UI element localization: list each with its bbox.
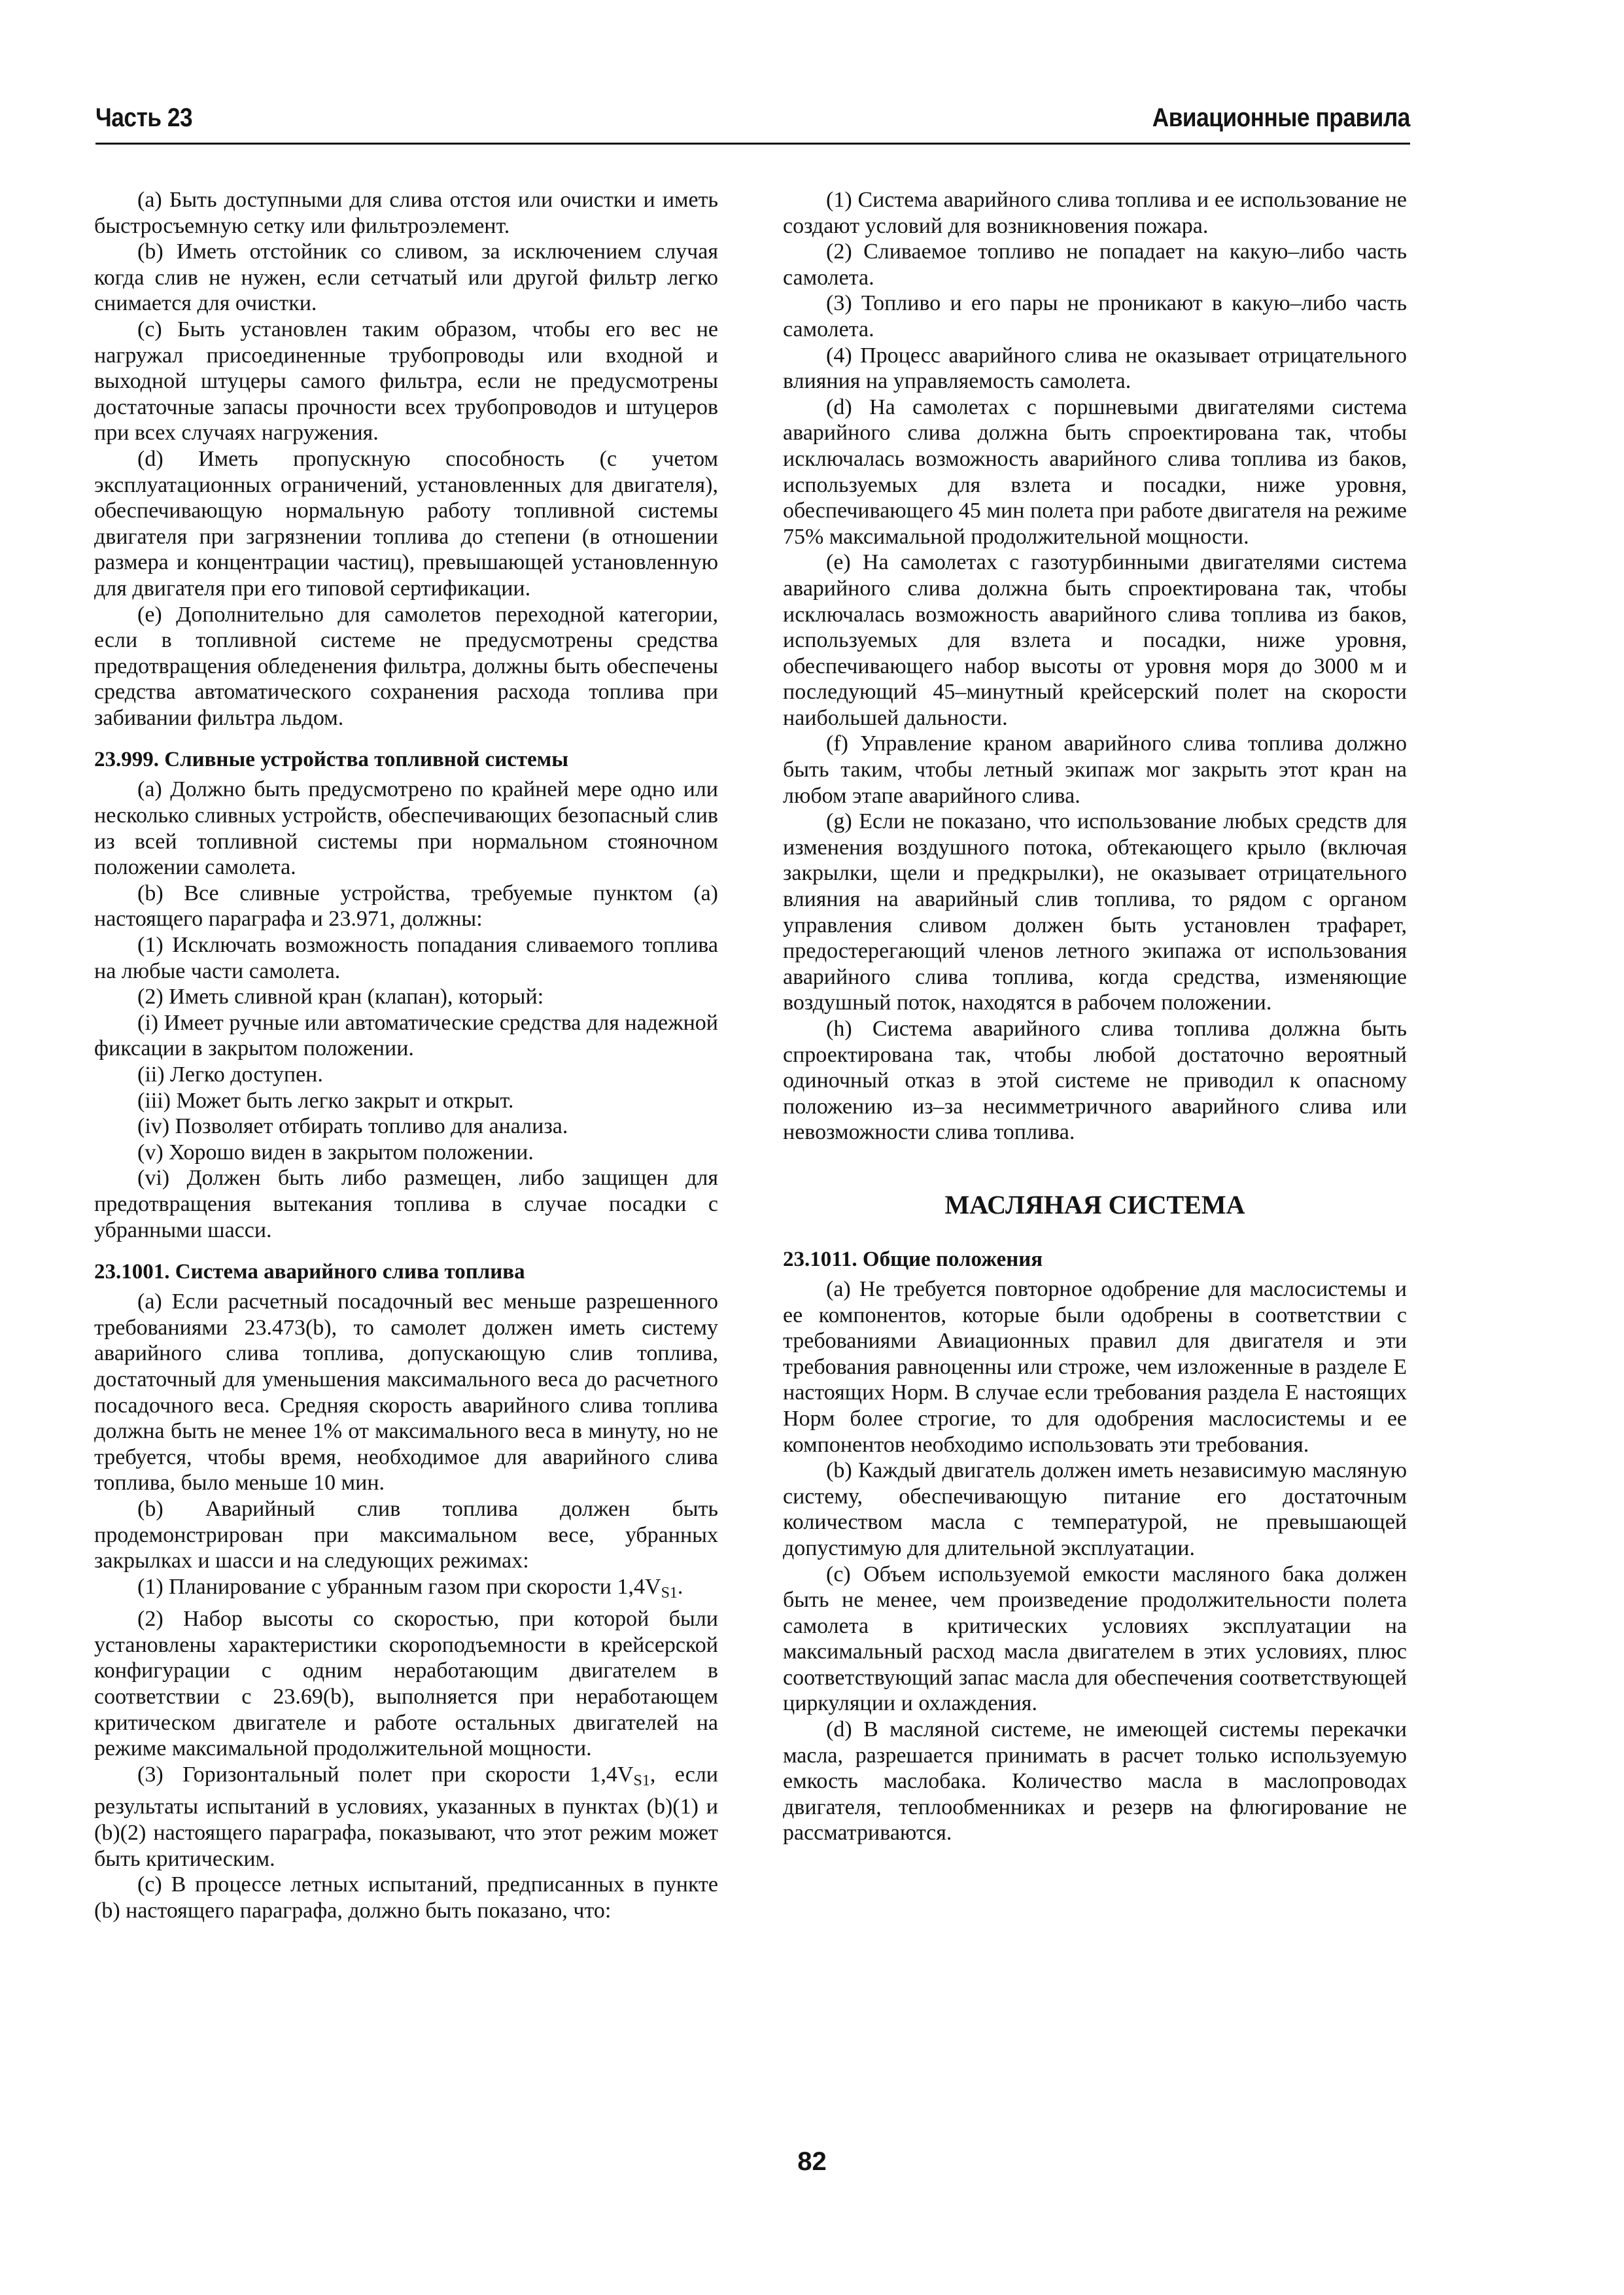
- part-label: Часть 23: [95, 103, 193, 132]
- paragraph-1001-b1: [94, 1574, 718, 1607]
- paragraph-1001-b: (b) Аварийный слив топлива должен быть продемонстрирован при максимальном весе, убранных закрылках и шасси и на следующих режимах:: [94, 1496, 718, 1573]
- paragraph-1011-d: (d) В масляной системе, не имеющей системы перекачки масла, разрешается принимать в расчет только используемую емкость маслобака. Количество масла в маслопроводах двигателя, теплообменниках и резерв на флюгирование не рассматриваются.: [783, 1717, 1407, 1846]
- header-rule: [95, 143, 1410, 145]
- document-title: Авиационные правила: [1152, 103, 1410, 132]
- paragraph-999-b2: (2) Иметь сливной кран (клапан), который:: [137, 985, 544, 1009]
- paragraph-1001-a: (а) Если расчетный посадочный вес меньше разрешенного требованиями 23.473(b), то самолет должен иметь систему аварийного слива топлива, допускающую слив топлива, достаточный для уменьшения максимального веса до расчетного посадочного веса. Средняя скорость аварийного слива топлива должна быть не менее 1% от максимального веса в минуту, но не требуется, чтобы время, необходимое для аварийного слива топлива, было меньше 10 мин.: [94, 1289, 718, 1496]
- paragraph-1001-c1: (1) Система аварийного слива топлива и ее использование не создают условий для возникновения пожара.: [783, 188, 1407, 238]
- paragraph-1001-c4: (4) Процесс аварийного слива не оказывает отрицательного влияния на управляемость самолета.: [783, 343, 1407, 394]
- right-column: [783, 187, 1407, 1846]
- paragraph-1001-f: (f) Управление краном аварийного слива топлива должно быть таким, чтобы летный экипаж мог закрыть этот кран на любом этапе аварийного слива.: [783, 731, 1407, 808]
- subscript-s1: S1: [633, 1772, 650, 1789]
- page-number: 82: [797, 2147, 827, 2176]
- paragraph-999-iii: (iii) Может быть легко закрыт и открыт.: [137, 1088, 514, 1113]
- paragraph-999-a: (а) Должно быть предусмотрено по крайней мере одно или несколько сливных устройств, обеспечивающих безопасный слив из всей топливной системы при нормальном стояночном положении самолета.: [94, 777, 718, 880]
- paragraph-1011-c: (с) Объем используемой емкости масляного бака должен быть не менее, чем произведение продолжительности полета самолета в критических условиях эксплуатации на максимальный расход масла двигателем в этих условиях, плюс соответствующий запас масла для обеспечения соответствующей циркуляции и охлаждения.: [783, 1562, 1407, 1716]
- paragraph-e: (е) Дополнительно для самолетов переходной категории, если в топливной системе не предусмотрены средства предотвращения обледенения фильтра, должны быть обеспечены средства автоматического сохранения расхода топлива при забивании фильтра льдом.: [94, 602, 718, 730]
- paragraph-1011-b: (b) Каждый двигатель должен иметь независимую масляную систему, обеспечивающую питание его достаточным количеством масла с температурой, не превышающей допустимую для длительной эксплуатации.: [783, 1458, 1407, 1560]
- paragraph-1001-h: (h) Система аварийного слива топлива должна быть спроектирована так, чтобы любой достаточно вероятный одиночный отказ в этой системе не приводил к опасному положению из–за несимметричного аварийного слива или невозможности слива топлива.: [783, 1017, 1407, 1145]
- paragraph-999-iv: (iv) Позволяет отбирать топливо для анализа.: [137, 1114, 568, 1139]
- paragraph-1001-d: (d) На самолетах с поршневыми двигателями система аварийного слива должна быть спроектирована так, чтобы исключалась возможность аварийного слива топлива из баков, используемых для взлета и посадки, ниже уровня, обеспечивающего 45 мин полета при работе двигателя на режиме 75% максимальной продолжительной мощности.: [783, 394, 1407, 549]
- paragraph-a: (а) Быть доступными для слива отстоя или очистки и иметь быстросъемную сетку или фильтроэлемент.: [94, 188, 718, 238]
- paragraph-999-b1: (1) Исключать возможность попадания сливаемого топлива на любые части самолета.: [94, 933, 718, 983]
- subscript-s1: S1: [661, 1584, 678, 1602]
- paragraph-d: (d) Иметь пропускную способность (с учетом эксплуатационных ограничений, установленных для двигателя), обеспечивающую нормальную работу топливной системы двигателя при загрязнении топлива до степени (в отношении размера и концентрации частиц), превышающей установленную для двигателя при его типовой сертификации.: [94, 446, 718, 601]
- paragraph-999-ii: (ii) Легко доступен.: [137, 1062, 323, 1087]
- paragraph-999-b: (b) Все сливные устройства, требуемые пунктом (а) настоящего параграфа и 23.971, должны:: [94, 881, 718, 932]
- paragraph-1001-c: (с) В процессе летных испытаний, предписанных в пункте (b) настоящего параграфа, должно быть показано, что:: [94, 1872, 718, 1923]
- paragraph-1001-b2: (2) Набор высоты со скоростью, при которой были установлены характеристики скороподъемности в крейсерской конфигурации с одним неработающим двигателем в соответствии с 23.69(b), выполняется при неработающем критическом двигателе и работе остальных двигателей на режиме максимальной продолжительной мощности.: [94, 1607, 718, 1761]
- paragraph-b: (b) Иметь отстойник со сливом, за исключением случая когда слив не нужен, если сетчатый или другой фильтр легко снимается для очистки.: [94, 239, 718, 316]
- paragraph-1001-b3-end: , если результаты испытаний в условиях, указанных в пунктах (b)(1) и (b)(2) настоящего параграфа, показывают, что этот режим может быть критическим.: [94, 1762, 718, 1871]
- paragraph-1001-c3: (3) Топливо и его пары не проникают в какую–либо часть самолета.: [783, 291, 1407, 342]
- paragraph-1001-c2: (2) Сливаемое топливо не попадает на какую–либо часть самолета.: [783, 239, 1407, 290]
- paragraph-1001-b3-text: (3) Горизонтальный полет при скорости 1,4V: [137, 1762, 634, 1787]
- paragraph-999-v: (v) Хорошо виден в закрытом положении.: [137, 1140, 534, 1165]
- paragraph-999-i: (i) Имеет ручные или автоматические средства для надежной фиксации в закрытом положении.: [94, 1010, 718, 1061]
- paragraph-1001-b3: [94, 1762, 718, 1872]
- paragraph-1001-e: (е) На самолетах с газотурбинными двигателями система аварийного слива должна быть спроектирована так, чтобы исключалась возможность аварийного слива топлива из баков, используемых для взлета и посадки, ниже уровня, обеспечивающего набор высоты от уровня моря до 3000 м и последующий 45–минутный крейсерский полет на скорости наибольшей дальности.: [783, 550, 1407, 730]
- page-header: [95, 99, 1410, 144]
- section-heading-23-1011: 23.1011. Общие положения: [783, 1247, 1043, 1271]
- section-heading-23-999: 23.999. Сливные устройства топливной системы: [94, 748, 568, 772]
- paragraph-c: (с) Быть установлен таким образом, чтобы его вес не нагружал присоединенные трубопроводы или входной и выходной штуцеры самого фильтра, если не предусмотрены достаточные запасы прочности всех трубопроводов и штуцеров при всех случаях нагружения.: [94, 317, 718, 446]
- paragraph-1001-b1-text: (1) Планирование с убранным газом при скорости 1,4V: [137, 1574, 661, 1599]
- section-title-oil-system: МАСЛЯНАЯ СИСТЕМА: [944, 1189, 1245, 1219]
- section-heading-23-1001: 23.1001. Система аварийного слива топлива: [94, 1260, 525, 1284]
- paragraph-1011-a: (а) Не требуется повторное одобрение для маслосистемы и ее компонентов, которые были одобрены в соответствии с требованиями Авиационных правил для двигателя и эти требования равноценны или строже, чем изложенные в разделе Е настоящих Норм. В случае если требования раздела Е настоящих Норм более строгие, то для одобрения маслосистемы и ее компонентов необходимо использовать эти требования.: [783, 1276, 1407, 1457]
- paragraph-999-vi: (vi) Должен быть либо размещен, либо защищен для предотвращения вытекания топлива в случае посадки с убранными шасси.: [94, 1166, 718, 1242]
- paragraph-1001-g: (g) Если не показано, что использование любых средств для изменения воздушного потока, обтекающего крыло (включая закрылки, щели и предкрылки), не оказывает отрицательного влияния на аварийный слив топлива, то рядом с органом управления сливом должен быть установлен трафарет, предостерегающий членов летного экипажа от использования аварийного слива топлива, когда средства, изменяющие воздушный поток, находятся в рабочем положении.: [783, 809, 1407, 1015]
- paragraph-1001-b1-end: .: [677, 1574, 683, 1599]
- left-column: [94, 187, 718, 1923]
